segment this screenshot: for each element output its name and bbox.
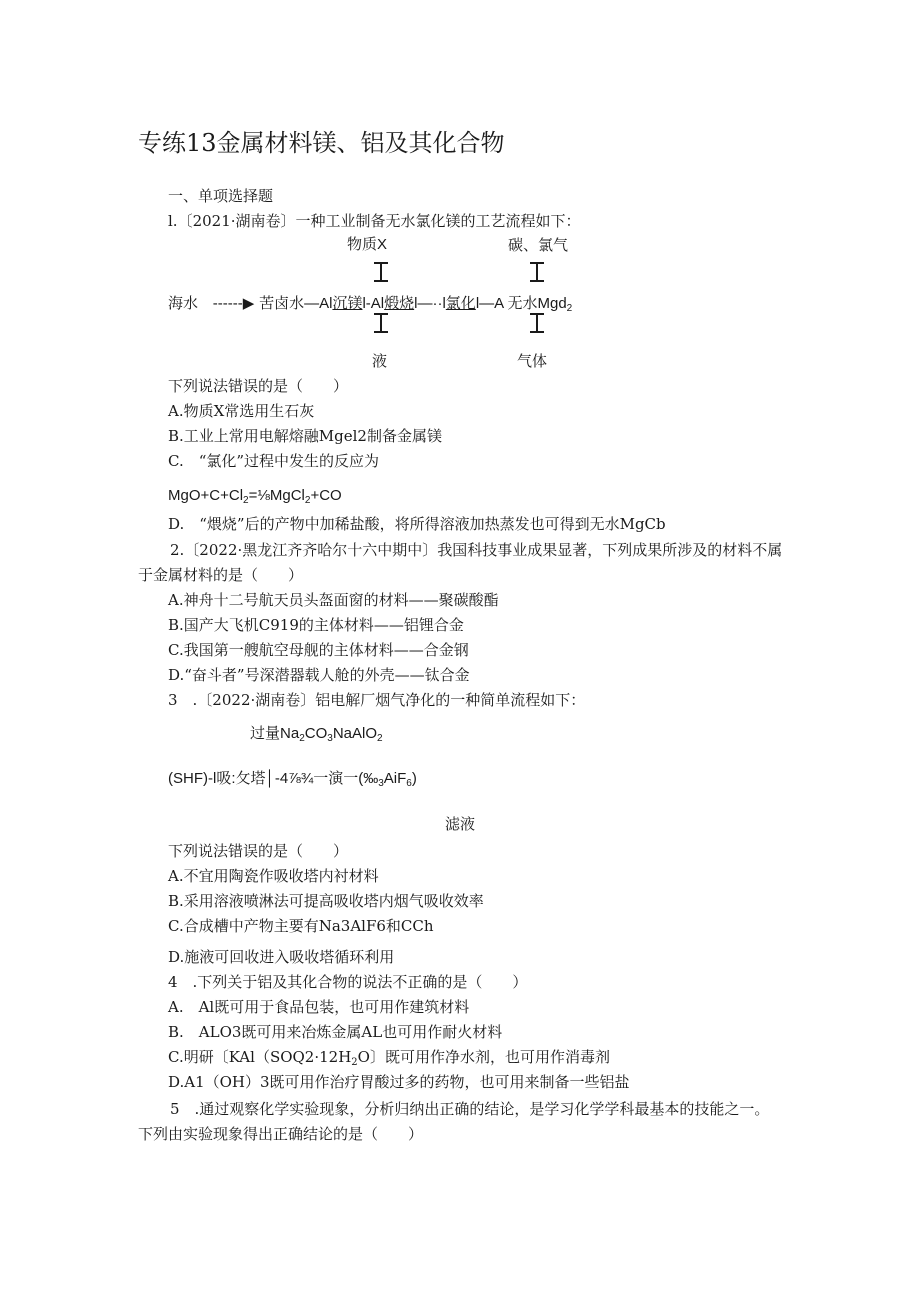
q4-option-c-post: O〕既可用作净水剂，也可用作消毒剂 (357, 1048, 610, 1066)
q2-stem-line1: 2.〔2022·黑龙江齐齐哈尔十六中期中〕我国科技事业成果显著，下列成果所涉及的材料不属 (170, 541, 783, 559)
q2-option-a: A.神舟十二号航天员头盔面窗的材料——聚碳酸酯 (168, 591, 499, 609)
q3-flow-mid-sub2: 6 (406, 778, 412, 789)
q3-option-b: B.采用溶液喷淋法可提高吸收塔内烟气吸收效率 (168, 892, 484, 910)
q1-flow-out-bar-2 (530, 313, 544, 333)
q1-flow-seg2: l-Al (362, 295, 385, 312)
q1-flow-output-liquid: 液 (372, 352, 388, 370)
q1-option-d: D. “煨烧”后的产物中加稀盐酸，将所得溶液加热蒸发也可得到无水MgCb (168, 515, 666, 533)
q3-flow-top-sub2: 3 (327, 733, 333, 744)
q3-flow-top-mid2: NaAlO (332, 725, 377, 742)
q1-option-c-equation (168, 486, 342, 511)
q1-eq-sub2: 2 (304, 495, 311, 506)
q4-option-d: D.A1（OH）3既可用作治疗胃酸过多的药物，也可用来制备一些铝盐 (168, 1073, 630, 1091)
q1-flow-step-calcine: 煅烧 (384, 294, 415, 312)
q1-flow-output-gas: 气体 (517, 352, 548, 370)
q1-flow-end-sub: 2 (566, 303, 573, 314)
q4-option-c (168, 1047, 610, 1073)
q1-flow-seg4: l—A 无水Mgd (475, 295, 567, 312)
q3-flow-top-mid1: CO (304, 725, 328, 742)
q1-flow-seg1: 苦卤水—Al (259, 295, 333, 312)
section-heading: 一、单项选择题 (168, 187, 274, 205)
q3-flow-filtrate: 滤液 (445, 815, 476, 833)
q1-question: 下列说法错误的是（ ） (168, 377, 349, 395)
q3-option-d: D.施液可回收进入吸收塔循环利用 (168, 948, 395, 966)
q3-question: 下列说法错误的是（ ） (168, 842, 349, 860)
q1-eq-sub1: 2 (243, 495, 249, 506)
q1-flow-step-precipitate: 沉镁 (332, 294, 363, 312)
q4-option-b: B. ALO3既可用来冶炼金属AL也可用作耐火材料 (168, 1023, 503, 1041)
q1-flow-out-bar-1 (374, 313, 388, 333)
q1-flow-reagent-carbon-chlorine: 碳、氯气 (508, 236, 569, 254)
page-title: 专练13金属材料镁、铝及其化合物 (138, 129, 505, 157)
q1-eq-part2: =⅛MgCl (248, 487, 305, 504)
q1-flow-start: 海水 (168, 294, 199, 312)
q3-flow-mid-sub1: 3 (378, 778, 384, 789)
q3-flow-top-sub3: 2 (377, 733, 383, 744)
q3-option-a: A.不宜用陶瓷作吸收塔内衬材料 (168, 867, 379, 885)
q3-stem: 3 .〔2022·湖南卷〕铝电解厂烟气净化的一种简单流程如下： (168, 691, 586, 709)
q4-stem: 4 .下列关于铝及其化合物的说法不正确的是（ ） (168, 973, 528, 991)
q1-stem: l.〔2021·湖南卷〕一种工业制备无水氯化镁的工艺流程如下： (168, 212, 581, 230)
q3-flow-mid-end: ) (411, 770, 417, 787)
q1-option-c: C. “氯化”过程中发生的反应为 (168, 452, 380, 470)
q1-flow-feed-bar-1 (374, 262, 388, 282)
q1-flow-step-chlorinate: 氯化 (445, 294, 476, 312)
q4-option-c-sub: 2 (351, 1057, 358, 1068)
q3-flow-line (168, 769, 417, 794)
q1-eq-part1: MgO+C+Cl (168, 487, 244, 504)
q1-option-a: A.物质X常选用生石灰 (168, 402, 315, 420)
q1-eq-part3: +CO (310, 487, 342, 504)
q4-option-c-pre: C.明研〔KAl（SOQ2·12H (168, 1048, 352, 1066)
q2-option-b: B.国产大飞机C919的主体材料——铝锂合金 (168, 616, 464, 634)
q1-flow-feed-bar-2 (530, 262, 544, 282)
q1-flow-seg3: l—··l (414, 295, 446, 312)
q2-stem-line2: 于金属材料的是（ ） (138, 566, 304, 584)
q1-flow-reagent-x: 物质X (347, 236, 388, 253)
q2-option-d: D.“奋斗者”号深潜器载人舱的外壳——钛合金 (168, 666, 470, 684)
q2-option-c: C.我国第一艘航空母舰的主体材料——合金钢 (168, 641, 469, 659)
q3-flow-top-sub1: 2 (299, 733, 305, 744)
q5-stem-line2: 下列由实验现象得出正确结论的是（ ） (138, 1125, 424, 1143)
q1-flow-line (168, 293, 572, 319)
q3-flow-mid-text: (SHF)-l吸:攵塔│-4⅞¾一演一(‰ (168, 770, 379, 787)
q4-option-a: A. Al既可用于食品包装，也可用作建筑材料 (168, 998, 470, 1016)
q3-flow-top-pre: 过量Na (250, 725, 300, 742)
q1-flow-arrow: ------▶ (212, 295, 255, 312)
q3-flow-reagents (250, 724, 383, 749)
q3-flow-mid-text2: AiF (383, 770, 407, 787)
q3-option-c: C.合成槽中产物主要有Na3AlF6和CCh (168, 917, 434, 935)
q1-option-b: B.工业上常用电解熔融Mgel2制备金属镁 (168, 427, 442, 445)
q5-stem-line1: 5 .通过观察化学实验现象，分析归纳出正确的结论，是学习化学学科最基本的技能之一。 (170, 1100, 770, 1118)
